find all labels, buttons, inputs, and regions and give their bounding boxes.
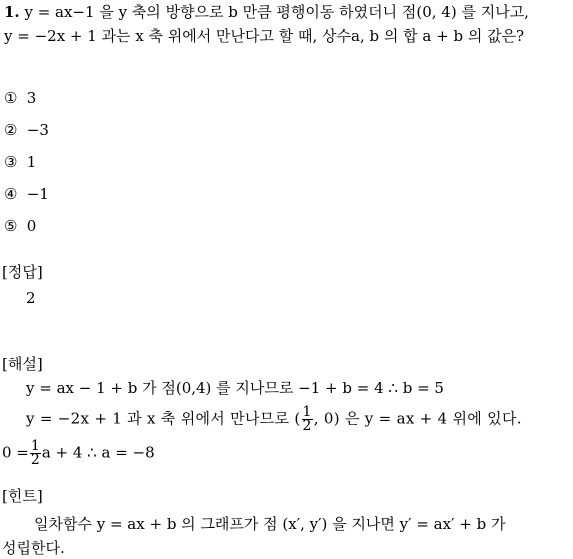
question-line-1	[4, 2, 529, 22]
choice-3[interactable]	[4, 152, 36, 172]
hint-line-1: 일차함수 y = ax + b 의 그래프가 점 (x′, y′) 을 지나면 y′ = ax′ + b 가	[34, 515, 506, 533]
fraction-denominator: 2	[302, 418, 312, 434]
fraction-one-half	[30, 440, 41, 467]
choice-value: 3	[26, 89, 37, 107]
question-text-1: y = ax−1 을 y 축의 방향으로 b 만큼 평행이동 하였더니 점(0, 4) 를 지나고,	[24, 3, 529, 21]
choice-1[interactable]	[4, 88, 36, 108]
question-number: 1.	[4, 3, 20, 21]
hint-line-2: 성립한다.	[2, 539, 65, 557]
fraction-one-half	[302, 406, 313, 433]
fraction-numerator: 1	[302, 404, 312, 420]
question-text-2: y = −2x + 1 과는 x 축 위에서 만난다고 할 때, 상수a, b 의 합 a + b 의 값은?	[4, 27, 525, 45]
explanation-line-2-pre: y = −2x + 1 과 x 축 위에서 만나므로 (	[26, 409, 301, 428]
choice-mark: ⑤	[4, 217, 18, 235]
explanation-line-3-post: a + 4 ∴ a = −8	[41, 443, 155, 462]
answer-label: [정답]	[2, 263, 43, 281]
choice-value: 1	[26, 153, 37, 171]
choice-2[interactable]	[4, 120, 49, 140]
choice-5[interactable]	[4, 216, 36, 236]
choice-value: −1	[26, 185, 49, 203]
choice-mark: ①	[4, 89, 18, 107]
fraction-denominator: 2	[30, 452, 40, 468]
hint-label: [힌트]	[2, 487, 43, 505]
answer-value: 2	[26, 289, 36, 307]
explanation-line-1: y = ax − 1 + b 가 점(0,4) 를 지나므로 −1 + b = 4 ∴ b = 5	[26, 379, 444, 397]
choice-mark: ②	[4, 121, 18, 139]
explanation-label: [해설]	[2, 355, 43, 373]
choice-mark: ③	[4, 153, 18, 171]
explanation-line-3-pre: 0 =	[2, 443, 29, 462]
explanation-line-3	[2, 440, 155, 467]
explanation-line-2-post: , 0) 은 y = ax + 4 위에 있다.	[313, 409, 522, 428]
choice-value: −3	[26, 121, 49, 139]
explanation-line-2	[26, 406, 522, 433]
choice-mark: ④	[4, 185, 18, 203]
choice-4[interactable]	[4, 184, 49, 204]
fraction-numerator: 1	[30, 438, 40, 454]
choice-value: 0	[26, 217, 37, 235]
question-line-2	[4, 26, 524, 46]
